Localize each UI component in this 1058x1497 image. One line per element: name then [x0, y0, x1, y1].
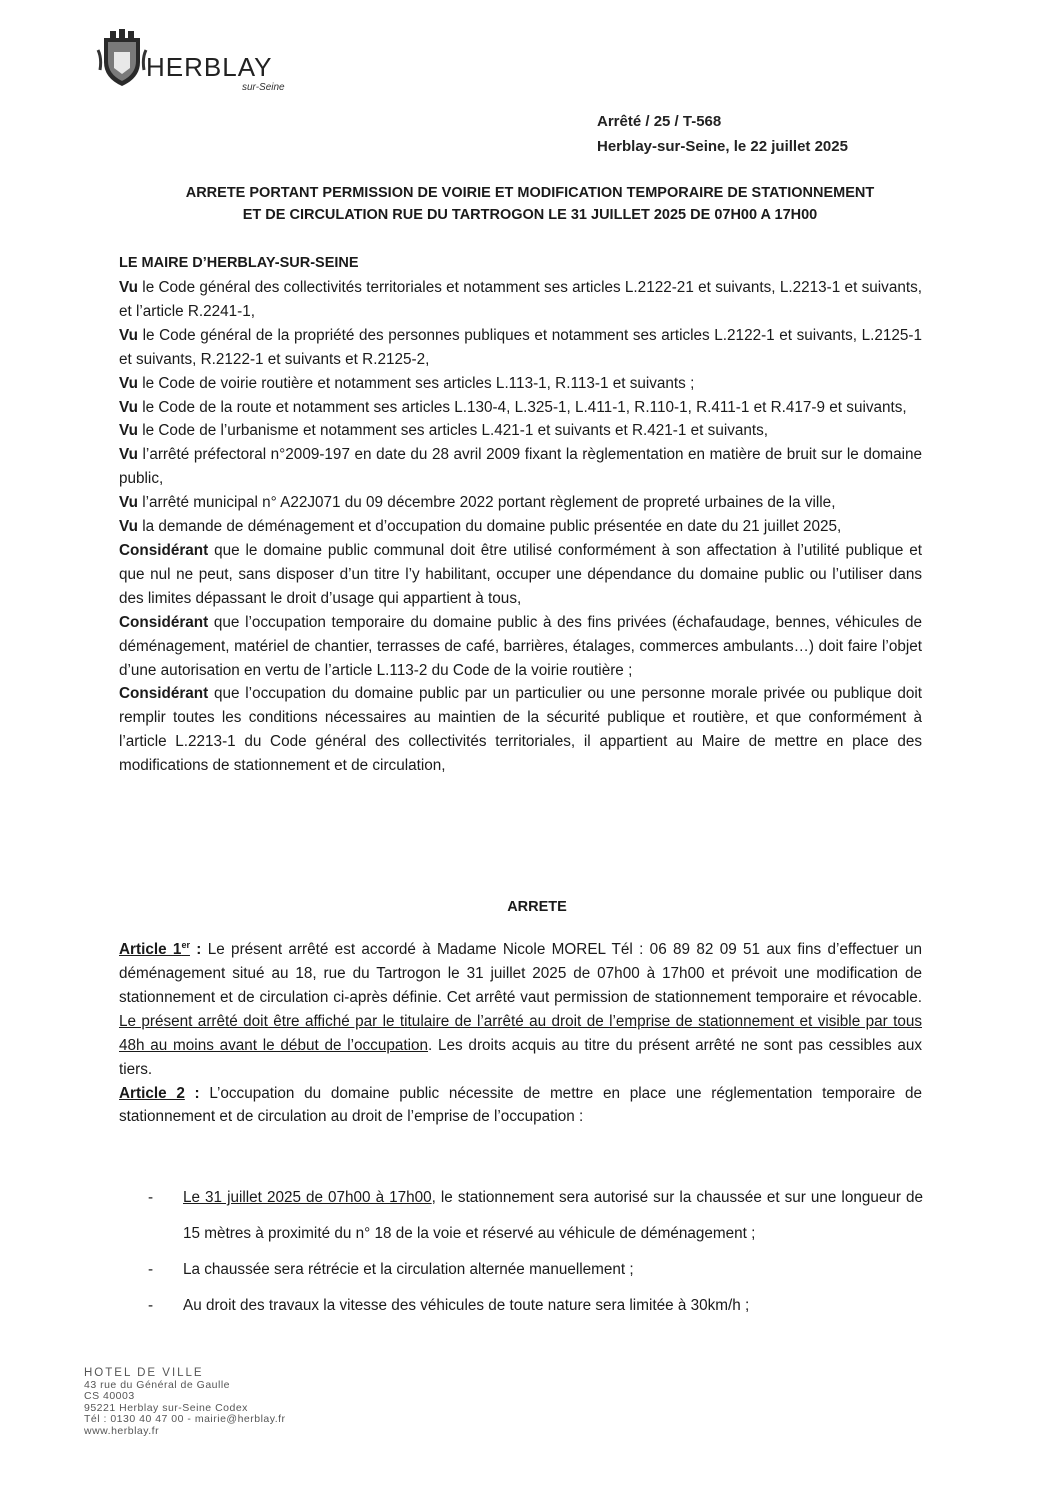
article-1-label: Article 1	[119, 941, 182, 959]
title-line-2: ET DE CIRCULATION RUE DU TARTROGON LE 31 JUILLET 2025 DE 07H00 A 17H00	[242, 207, 818, 223]
logo-subtitle: sur-Seine	[242, 82, 285, 93]
city-crest-icon	[96, 28, 148, 88]
decree-number: Arrêté / 25 / T-568	[597, 113, 722, 130]
herblay-logo	[96, 28, 326, 98]
footer-address: HOTEL DE VILLE 43 rue du Général de Gaulle CS 40003 95221 Herblay sur-Seine Codex Tél : 0130 40 47 00 - mairie@herblay.fr www.herblay.fr	[84, 1367, 286, 1437]
arrete-heading: ARRETE	[507, 899, 567, 915]
clause: Vu le Code général de la propriété des personnes publiques et notamment ses articles L.2122-1 et suivants, L.2125-1 et suivants, R.2122-1 et suivants et R.2125-2,	[119, 326, 922, 368]
list-item: - Au droit des travaux la vitesse des véhicules de toute nature sera limitée à 30km/h ;	[148, 1297, 750, 1314]
mayor-heading: LE MAIRE D’HERBLAY-SUR-SEINE	[119, 255, 359, 271]
clause: Vu l’arrêté préfectoral n°2009-197 en date du 28 avril 2009 fixant la règlementation en matière de bruit sur le domaine public,	[119, 446, 922, 488]
clause: Vu le Code général des collectivités territoriales et notamment ses articles L.2122-21 et suivants, L.2213-1 et suivants, et l’article R.2241-1,	[119, 279, 922, 320]
article-2-text: L’occupation du domaine public nécessite de mettre en place une réglementation temporaire de stationnement et de circulation au droit de l’emprise de l’occupation :	[119, 1084, 922, 1126]
list-item: - Le 31 juillet 2025 de 07h00 à 17h00, le stationnement sera autorisé sur la chaussée et sur une longueur de 15 mètres à proximité du n° 18 de la voie et réservé au véhicule de déménagement ;	[148, 1189, 923, 1242]
article-2-label: Article 2	[119, 1084, 185, 1102]
document-title	[120, 182, 940, 226]
title-line-1: ARRETE PORTANT PERMISSION DE VOIRIE ET MODIFICATION TEMPORAIRE DE STATIONNEMENT	[185, 185, 875, 201]
place-date: Herblay-sur-Seine, le 22 juillet 2025	[597, 138, 848, 155]
article-1: Article 1er : Le présent arrêté est accordé à Madame Nicole MOREL Tél : 06 89 82 09 51 aux fins d’effectuer un déménagement situé au 18, rue du Tartrogon le 31 juillet 2025 de 07h00 à 17h00 et prévoit une modification de stationnement et de circulation ci-après définie. Cet arrêté vaut permission de stationnement temporaire et révocable. Le présent arrêté doit être affiché par le titulaire de l’arrêté au droit de l’emprise de stationnement et visible par tous 48h au moins avant le début de l’occupation. Les droits acquis au titre du présent arrêté ne sont pas cessibles aux tiers.	[119, 940, 923, 1078]
clause: Vu la demande de déménagement et d’occupation du domaine public présentée en date du 21 juillet 2025,	[119, 518, 842, 536]
clause: Vu le Code de la route et notamment ses articles L.130-4, L.325-1, L.411-1, R.110-1, R.411-1 et R.417-9 et suivants,	[119, 398, 907, 416]
list-item: - La chaussée sera rétrécie et la circulation alternée manuellement ;	[148, 1261, 634, 1278]
clause: Vu le Code de l’urbanisme et notamment ses articles L.421-1 et suivants et R.421-1 et suivants,	[119, 422, 769, 440]
clause: Considérant que l’occupation du domaine public par un particulier ou une personne morale privée ou publique doit remplir toutes les conditions nécessaires au maintien de la sécurité publique et routière, et que conformément à l’article L.2213-1 du Code général des collectivités territoriales, il appartient au Maire de mettre en place des modifications de stationnement et de circulation,	[119, 685, 922, 775]
clause: Considérant que l’occupation temporaire du domaine public à des fins privées (échafaudage, bennes, véhicules de déménagement, matériel de chantier, terrasses de café, barrières, étalages, commerces ambulants…) doit faire l’objet d’une autorisation en vertu de l’article L.113-2 du Code de la voirie routière ;	[119, 613, 922, 679]
logo-name: HERBLAY	[146, 52, 273, 82]
article-2: Article 2 : L’occupation du domaine public nécessite de mettre en place une réglementation temporaire de stationnement et de circulation au droit de l’emprise de l’occupation :	[119, 1084, 922, 1126]
measures-list	[148, 1180, 923, 1324]
clause: Vu l’arrêté municipal n° A22J071 du 09 décembre 2022 portant règlement de propreté urbaines de la ville,	[119, 494, 836, 512]
preamble	[119, 276, 922, 778]
articles	[119, 934, 922, 1129]
article-1-text: Le présent arrêté est accordé à Madame Nicole MOREL Tél : 06 89 82 09 51 aux fins d’effectuer un déménagement situé au 18, rue du Tartrogon le 31 juillet 2025 de 07h00 à 17h00 et prévoit une modification de stationnement et de circulation ci-après définie. Cet arrêté vaut permission de stationnement temporaire et révocable.	[119, 941, 922, 1006]
article-1-display-notice: Le présent arrêté doit être affiché par le titulaire de l’arrêté au droit de l’emprise de stationnement et visible par tous 48h au moins avant le début de l’occupation	[119, 1012, 922, 1054]
reference-block	[597, 109, 848, 159]
clause: Vu le Code de voirie routière et notamment ses articles L.113-1, R.113-1 et suivants ;	[119, 374, 695, 392]
clause: Considérant que le domaine public communal doit être utilisé conformément à son affectation à l’utilité publique et que nul ne peut, sans disposer d’un titre l’y habilitant, occuper une dépendance du domaine public ou l’utiliser dans des limites dépassant le droit d’usage qui appartient à tous,	[119, 541, 922, 607]
